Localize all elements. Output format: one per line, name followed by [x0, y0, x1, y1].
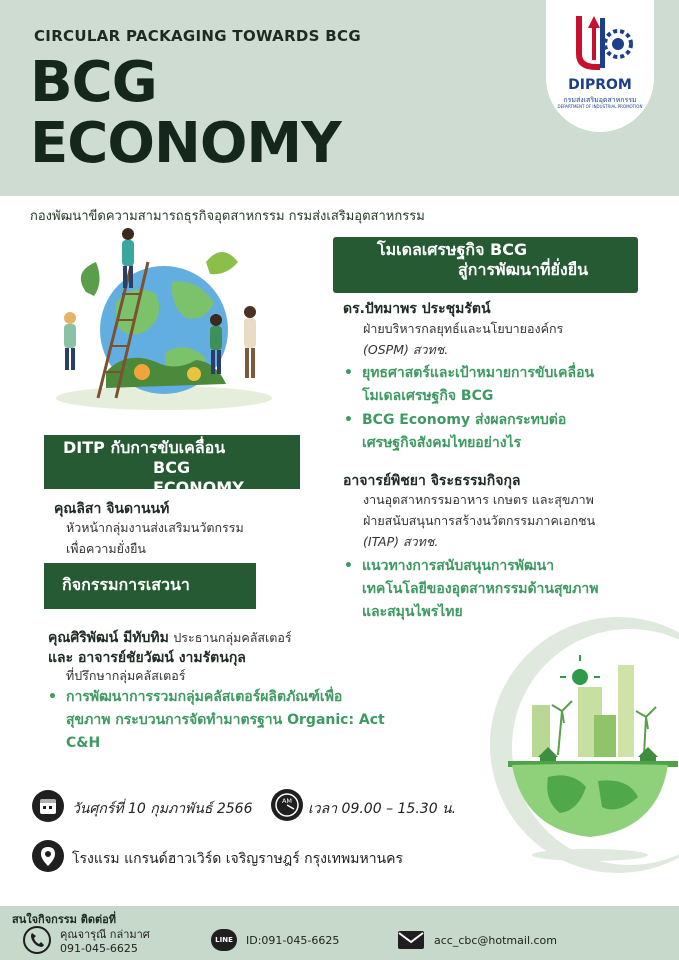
topic-item: • ยุทธศาสตร์และเป้าหมายการขับเคลื่อน โมเดลเศรษฐกิจ BCG	[362, 362, 594, 408]
discussion-speaker	[48, 627, 292, 649]
speaker-role: ประธานกลุ่มคลัสเตอร์	[173, 630, 292, 645]
speaker-name: อาจารย์พิชยา จิระธรรมกิจกุล	[343, 473, 521, 489]
logo-name: DIPROM	[568, 77, 632, 93]
department-line: กองพัฒนาขีดความสามารถธุรกิจอุตสาหกรรม กรมส่งเสริมอุตสาหกรรม	[30, 209, 425, 224]
event-venue: โรงแรม แกรนด์ฮาวเวิร์ด เจริญราษฎร์ กรุงเทพมหานคร	[72, 851, 404, 867]
logo-subtitle-en: DEPARTMENT OF INDUSTRIAL PROMOTION	[557, 104, 643, 109]
event-time: เวลา 09.00 – 15.30 น.	[308, 801, 457, 817]
bcg-model-banner	[333, 237, 638, 293]
topic-line: เทคโนโลยีของอุตสาหกรรมด้านสุขภาพ	[362, 581, 599, 597]
topic-line: BCG Economy ส่งผลกระทบต่อ	[362, 412, 567, 428]
banner-line: BCG ECONOMY	[153, 458, 244, 497]
title-bcg: BCG	[30, 50, 157, 115]
discussion-banner: กิจกรรมการเสวนา	[44, 563, 256, 609]
speaker-role: (OSPM) สวทช.	[363, 342, 449, 357]
topic-line: แนวทางการสนับสนุนการพัฒนา	[362, 558, 555, 574]
speaker-role: หัวหน้ากลุ่มงานส่งเสริมนวัตกรรม	[66, 520, 244, 535]
ditp-banner	[44, 435, 300, 497]
contact-person: คุณจารุณี กล่ามาศ	[60, 928, 150, 941]
topic-line: การพัฒนาการรวมกลุ่มคลัสเตอร์ผลิตภัณฑ์เพื่อ	[66, 689, 343, 705]
earth-people-illustration	[46, 222, 272, 418]
event-date: วันศุกร์ที่ 10 กุมภาพันธ์ 2566	[72, 801, 253, 817]
banner-line: สู่การพัฒนาที่ยั่งยืน	[458, 260, 588, 279]
topic-line: ยุทธศาสตร์และเป้าหมายการขับเคลื่อน	[362, 365, 595, 381]
topic-item: • BCG Economy ส่งผลกระทบต่อ เศรษฐกิจสังคมไทยอย่างไร	[362, 409, 566, 455]
contact-heading: สนใจกิจกรรม ติดต่อที่	[12, 913, 117, 926]
topic-line: โมเดลเศรษฐกิจ BCG	[362, 388, 494, 404]
speaker-name: คุณศิริพัฒน์ มีทับทิม	[48, 630, 169, 646]
contact-email[interactable]: acc_cbc@hotmail.com	[434, 934, 557, 947]
phone-icon	[22, 925, 52, 955]
speaker-role: ที่ปรึกษากลุ่มคลัสเตอร์	[66, 668, 186, 683]
topic-item: • การพัฒนาการรวมกลุ่มคลัสเตอร์ผลิตภัณฑ์เพื่อ สุขภาพ กระบวนการจัดทำมาตรฐาน Organic: Act C&H	[66, 686, 385, 755]
title-economy: ECONOMY	[30, 111, 341, 176]
speaker-role: ฝ่ายบริหารกลยุทธ์และนโยบายองค์กร	[363, 321, 564, 336]
speaker-role: ฝ่ายสนับสนุนการสร้างนวัตกรรมภาคเอกชน	[363, 513, 596, 528]
speaker-role: เพื่อความยั่งยืน	[66, 541, 146, 556]
speaker-role: งานอุตสาหกรรมอาหาร เกษตร และสุขภาพ	[363, 492, 594, 507]
diprom-logo	[546, 0, 654, 132]
location-pin-icon	[32, 840, 64, 872]
contact-phone[interactable]: 091-045-6625	[60, 942, 138, 955]
diprom-emblem-icon	[566, 8, 636, 74]
topic-item: • แนวทางการสนับสนุนการพัฒนา เทคโนโลยีของอุตสาหกรรมด้านสุขภาพ และสมุนไพรไทย	[362, 555, 598, 624]
clock-label: AM	[281, 797, 293, 805]
calendar-icon	[32, 790, 64, 822]
contact-line-id[interactable]: ID:091-045-6625	[246, 934, 340, 947]
line-app-icon: LINE	[211, 929, 237, 951]
speaker-name: และ อาจารย์ชัยวัฒน์ งามรัตนกุล	[48, 650, 246, 666]
speaker-name: คุณลิสา จินดานนท์	[54, 501, 170, 517]
topic-line: C&H	[66, 735, 101, 751]
logo-subtitle: กรมส่งเสริมอุตสาหกรรม	[563, 96, 637, 104]
email-icon	[397, 930, 425, 950]
topic-line: สุขภาพ กระบวนการจัดทำมาตรฐาน Organic: Act	[66, 712, 385, 728]
topic-line: เศรษฐกิจสังคมไทยอย่างไร	[362, 435, 522, 451]
green-city-illustration	[468, 615, 679, 877]
supertitle: CIRCULAR PACKAGING TOWARDS BCG	[34, 27, 361, 45]
speaker-role: (ITAP) สวทช.	[363, 534, 439, 549]
banner-line: DITP กับการขับเคลื่อน	[63, 438, 226, 457]
speaker-name: ดร.ปัทมาพร ประชุมรัตน์	[343, 301, 491, 317]
clock-icon	[270, 788, 304, 822]
topic-line: และสมุนไพรไทย	[362, 604, 463, 620]
banner-line: โมเดลเศรษฐกิจ BCG	[377, 240, 528, 259]
